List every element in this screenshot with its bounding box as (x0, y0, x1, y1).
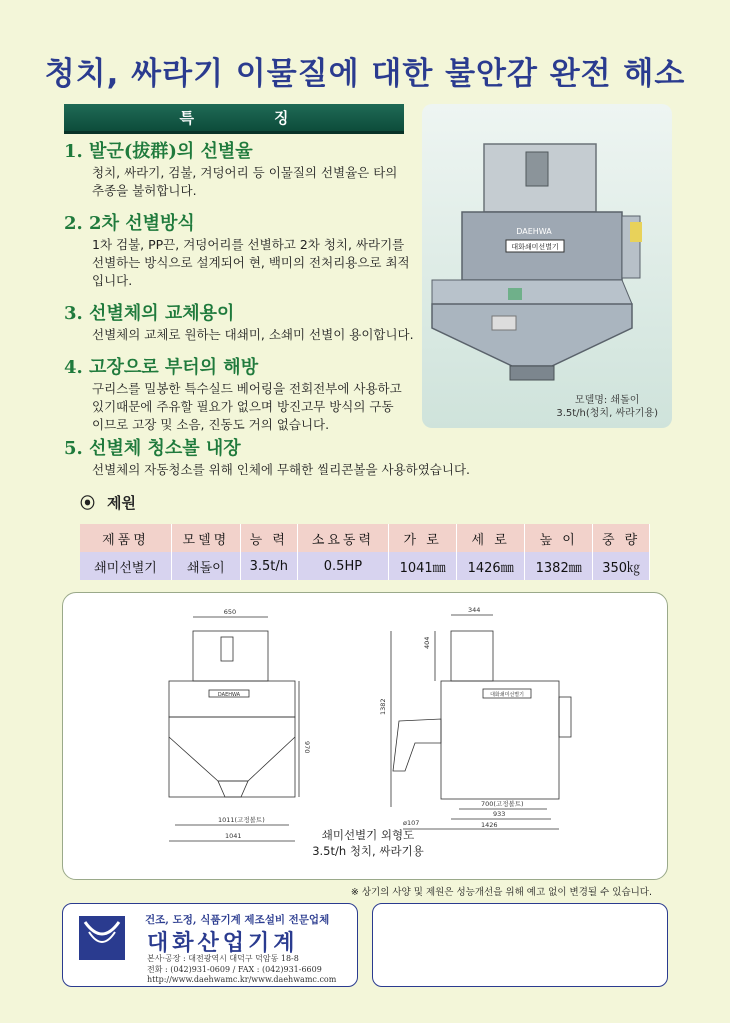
blank-box (372, 903, 668, 987)
value-cell: 1426㎜ (457, 552, 525, 580)
table-row (80, 552, 650, 580)
table-header-row (80, 524, 650, 552)
dim-text: ø107 (403, 819, 420, 827)
dim-text: 1011(고정볼트) (218, 816, 265, 824)
feature-text: 1차 검불, PP끈, 겨덩어리를 선별하고 2차 청치, 싸라기를 선별하는 방식으로 설계되어 현, 백미의 전처리용으로 최적 입니다. (92, 237, 410, 288)
header-cell: 높 이 (525, 524, 593, 552)
company-logo-icon (79, 916, 139, 962)
feature-text: 선별체의 교체로 원하는 대쇄미, 소쇄미 선별이 용이합니다. (92, 327, 414, 342)
dim-text: 1041 (225, 832, 242, 840)
value-cell: 1382㎜ (525, 552, 593, 580)
value-cell: 1041㎜ (389, 552, 457, 580)
photo-caption: 모델명: 쇄돌이 3.5t/h(청치, 싸라기용) (556, 395, 658, 419)
dim-text: 970 (303, 741, 311, 754)
features-label: 특징 (179, 109, 369, 127)
dim-text: 650 (223, 608, 237, 616)
outline-drawing (62, 592, 668, 880)
header-cell: 소요동력 (297, 524, 388, 552)
header-cell: 세 로 (457, 524, 525, 552)
header-cell: 모델명 (171, 524, 240, 552)
company-address: 본사·공장 : 대전광역시 대덕구 덕암동 18-8 전화 : (042)931-0609 / FAX : (042)931-6609 http://www.daehwamc.kr/www.daehwamc.com (147, 954, 337, 984)
feature-heading: 2. 2차 선별방식 (64, 213, 195, 234)
dim-text: 1382 (379, 698, 387, 715)
dim-text: 933 (493, 810, 506, 818)
value-cell: 쇄돌이 (171, 552, 240, 580)
drawing-caption: 쇄미선별기 외형도 3.5t/h 청치, 싸라기용 (312, 828, 424, 858)
value-cell: 3.5t/h (240, 552, 297, 580)
feature-list (64, 140, 414, 446)
panel-label: 대화쇄미선별기 (511, 243, 559, 251)
page-title: 청치, 싸라기 이물질에 대한 불안감 완전 해소 (44, 56, 686, 92)
feature-item (64, 356, 414, 434)
header-cell: 능 력 (240, 524, 297, 552)
feature-item (64, 302, 414, 344)
company-slogan: 건조, 도정, 식품기계 제조설비 전문업체 (145, 914, 330, 926)
value-cell: 쇄미선별기 (80, 552, 171, 580)
header-cell: 제품명 (80, 524, 171, 552)
feature-heading: 3. 선별체의 교체용이 (64, 303, 235, 324)
machine-photo (422, 104, 672, 428)
feature-item (64, 140, 414, 200)
dim-text: 404 (423, 636, 431, 649)
notice-text: ※ 상기의 사양 및 제원은 성능개선을 위해 예고 없이 변경될 수 있습니다. (350, 887, 652, 898)
feature-text: 청치, 싸라기, 검불, 겨덩어리 등 이물질의 선별율은 타의 추종을 불허합니다. (92, 165, 398, 198)
dim-text: 700(고정볼트) (481, 800, 524, 808)
feature-item (64, 437, 624, 479)
feature-heading: 4. 고장으로 부터의 해방 (64, 357, 259, 378)
spec-table (80, 524, 650, 580)
panel-text: 대화쇄미선별기 (490, 692, 524, 698)
machine-label: DAEHWA (516, 227, 552, 236)
header-cell: 가 로 (389, 524, 457, 552)
target-icon: ⦿ (80, 494, 96, 512)
company-name: 대화산업기계 (147, 931, 299, 956)
feature-text: 선별체의 자동청소를 위해 인체에 무해한 씰리콘볼을 사용하였습니다. (92, 462, 470, 477)
feature-heading: 1. 발군(拔群)의 선별율 (64, 141, 253, 162)
company-box (62, 903, 358, 987)
dim-text: 344 (468, 606, 481, 614)
value-cell: 350㎏ (593, 552, 650, 580)
machine-illustration (422, 104, 672, 428)
badge-text: DAEHWA (217, 692, 241, 698)
feature-item (64, 212, 414, 290)
header-cell: 중 량 (593, 524, 650, 552)
value-cell: 0.5HP (297, 552, 388, 580)
features-label-bar (64, 104, 404, 134)
front-view (169, 608, 311, 841)
dim-text: 1426 (481, 821, 498, 829)
feature-heading: 5. 선별체 청소볼 내장 (64, 438, 241, 459)
feature-text: 구리스를 밀봉한 특수실드 베어링을 전회전부에 사용하고 있기때문에 주유할 필요가 없으며 방진고무 방식의 구동 이므로 고장 및 소음, 진동도 거의 없습니다. (92, 381, 402, 432)
side-view (379, 606, 571, 829)
spec-heading: ⦿ 제원 (80, 494, 136, 512)
